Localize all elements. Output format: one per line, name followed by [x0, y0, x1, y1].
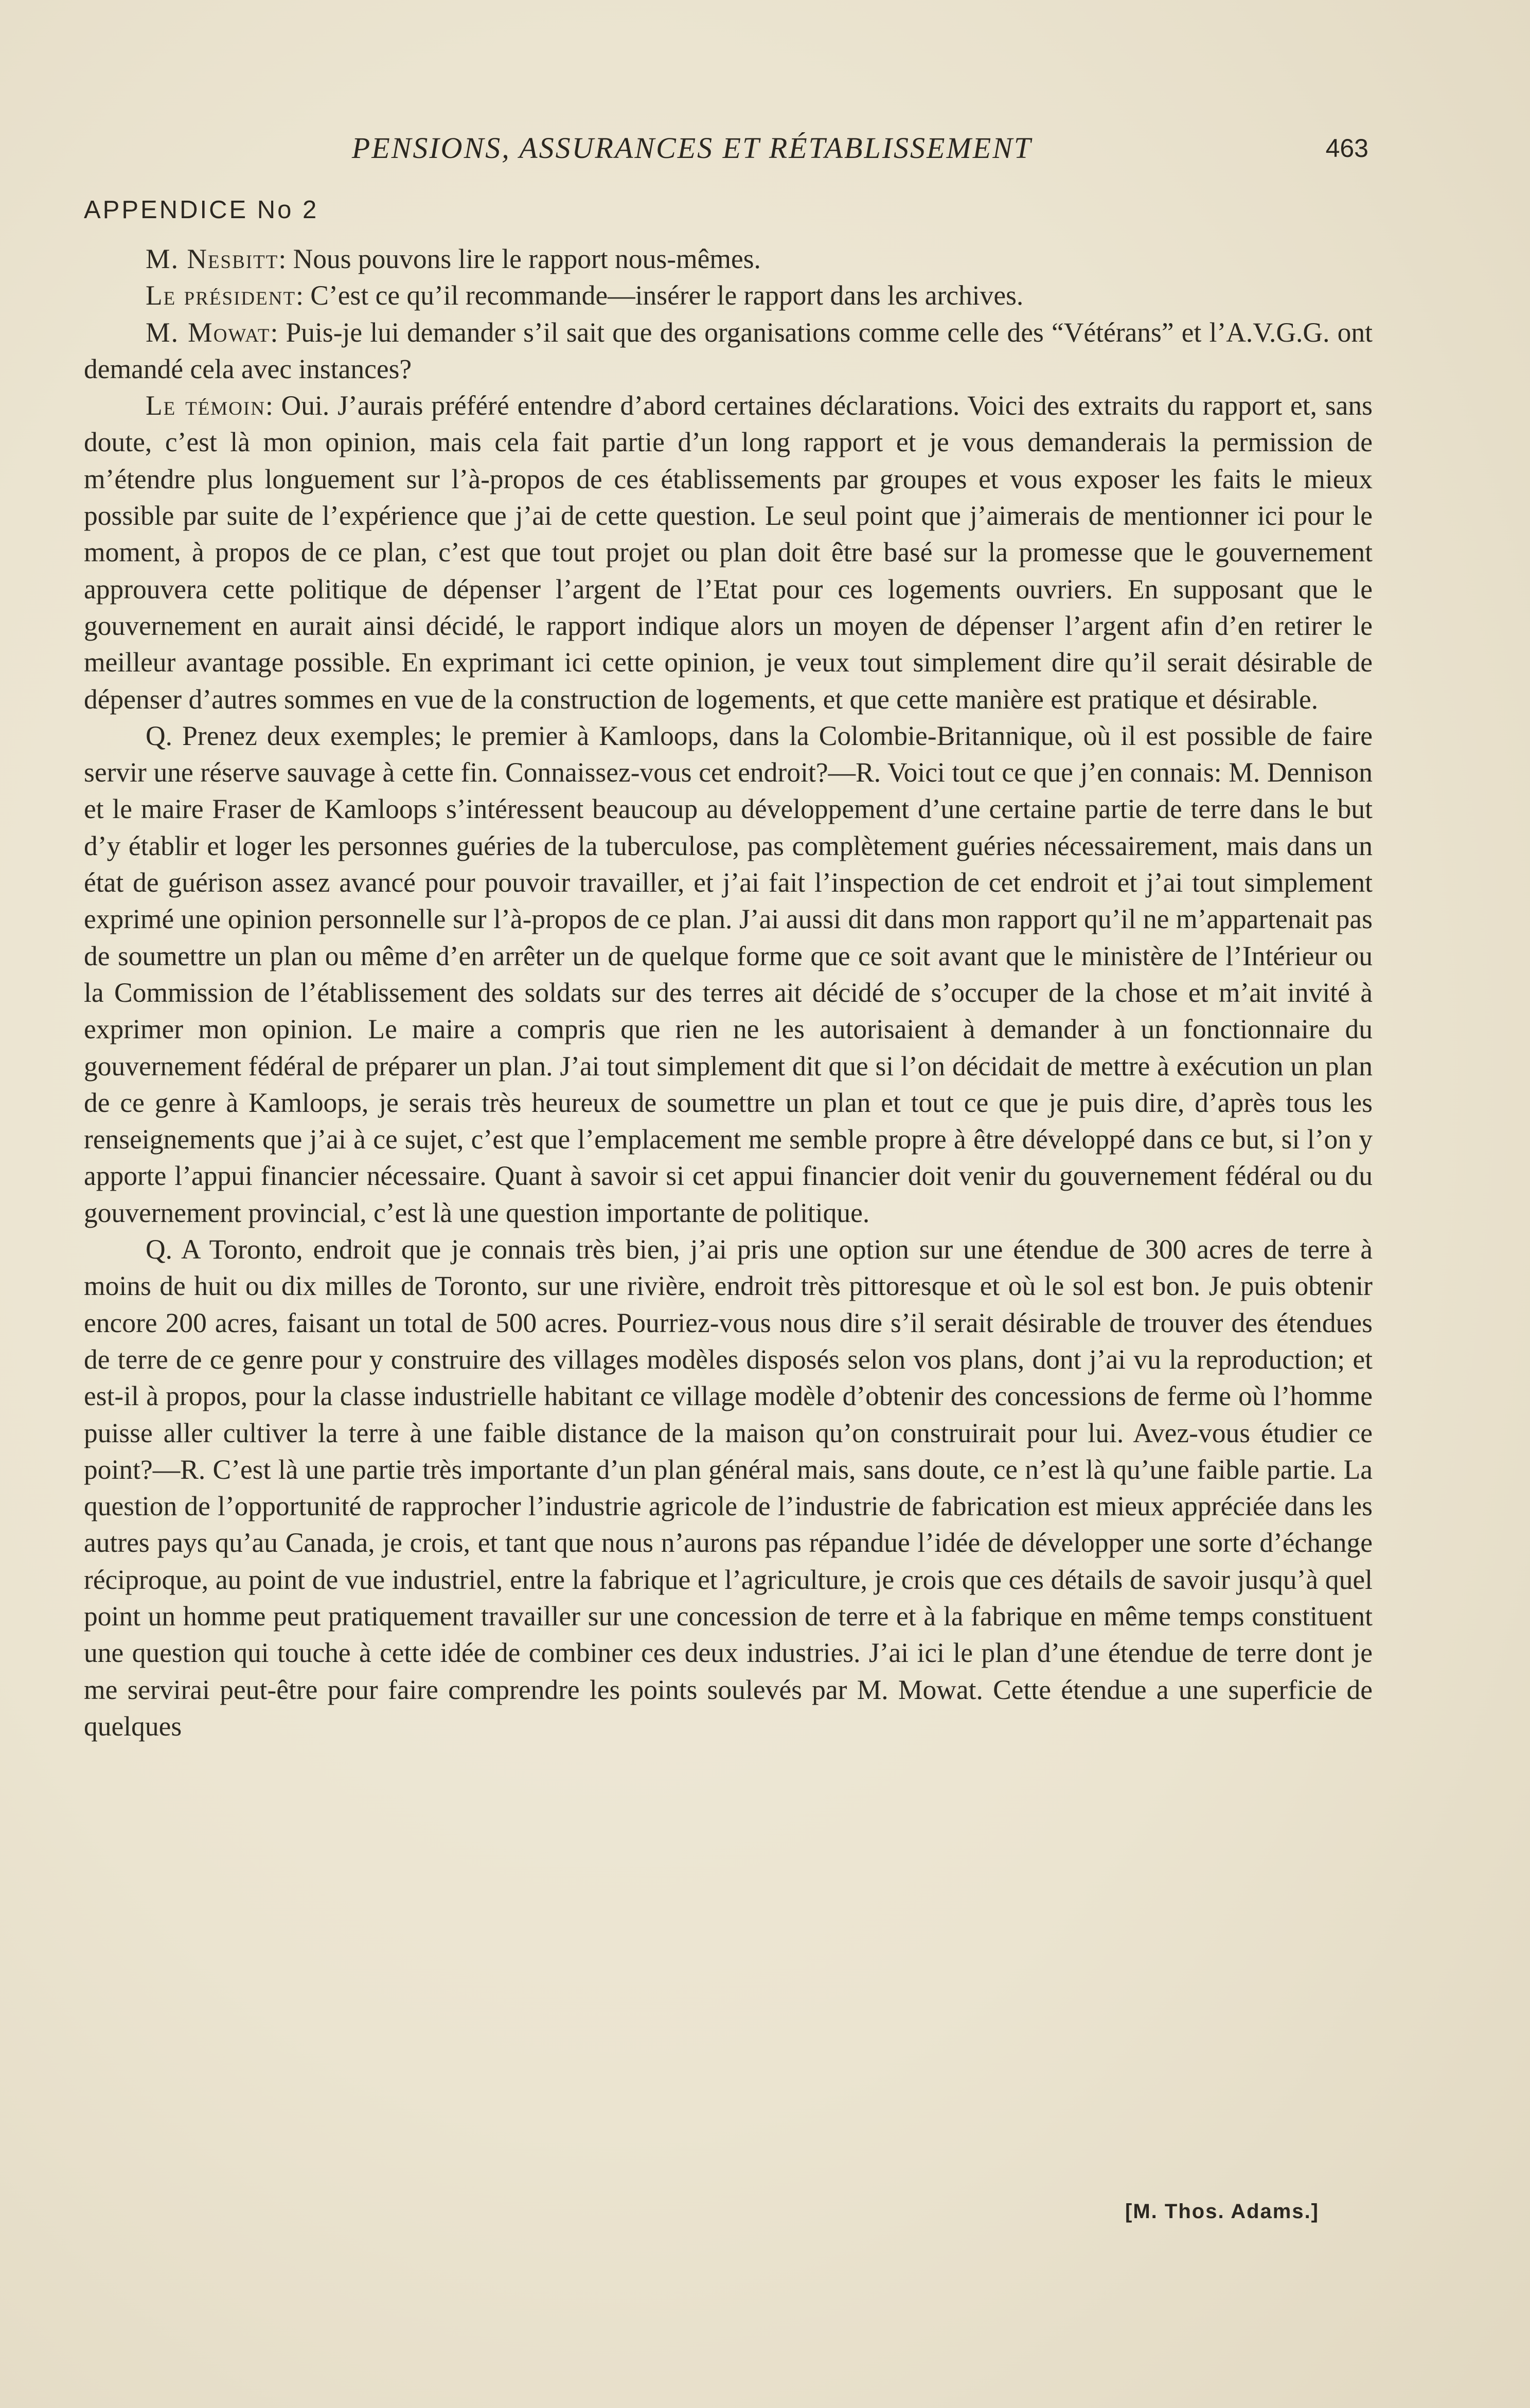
paragraph	[84, 277, 1373, 314]
speaker-signature: [M. Thos. Adams.]	[1125, 2200, 1319, 2223]
paragraph	[84, 314, 1373, 388]
paragraph-text: Q. Prenez deux exemples; le premier à Kamloops, dans la Colombie-Britannique, où il est possible de faire servir une réserve sauvage à cette fin. Connaissez-vous cet endroit?—R. Voici tout ce que j’en connais: M. Dennison et le maire Fraser de Kamloops s’intéressent beaucoup au développement d’une certaine partie de terre dans le but d’y établir et loger les personnes guéries de la tuberculose, pas complètement guéries nécessairement, mais dans un état de guérison assez avancé pour pouvoir travailler, et j’ai fait l’inspection de cet endroit et j’ai tout simplement exprimé une opinion personnelle sur l’à-propos de ce plan. J’ai aussi dit dans mon rapport qu’il ne m’appartenait pas de soumettre un plan ou même d’en arrêter un de quelque forme que ce soit avant que le ministère de l’Intérieur ou la Commission de l’établissement des soldats sur des terres ait décidé de s’occuper de la chose et m’ait invité à exprimer mon opinion. Le maire a compris que rien ne les autorisaient à demander à un fonctionnaire du gouvernement fédéral de préparer un plan. J’ai tout simplement dit que si l’on décidait de mettre à exécution un plan de ce genre à Kamloops, je serais très heureux de soumettre un plan et tout ce que je puis dire, d’après tous les renseignements que j’ai à ce sujet, c’est que l’emplacement me semble propre à être développé dans ce but, si l’on y apporte l’appui financier nécessaire. Quant à savoir si cet appui financier doit venir du gouvernement fédéral ou du gouvernement provincial, c’est là une question importante de politique.	[84, 720, 1373, 1228]
paragraph-text: : Oui. J’aurais préféré entendre d’abord certaines déclarations. Voici des extraits du rapport et, sans doute, c’est là mon opinion, mais cela fait partie d’un long rapport et je vous demanderais la permission de m’étendre plus longuement sur l’à-propos de ces établissements par groupes et vous exposer les faits le mieux possible par suite de l’expérience que j’ai de cette question. Le seul point que j’aimerais de mentionner ici pour le moment, à propos de ce plan, c’est que tout projet ou plan doit être basé sur la promesse que le gouvernement approuvera cette politique de dépenser l’argent de l’Etat pour ces logements ouvriers. En supposant que le gouvernement en aurait ainsi décidé, le rapport indique alors un moyen de dépenser l’argent afin d’en retirer le meilleur avantage possible. En exprimant ici cette opinion, je veux tout simplement dire qu’il serait désirable de dépenser d’autres sommes en vue de la construction de logements, et que cette manière est pratique et désirable.	[84, 390, 1373, 715]
running-title: PENSIONS, ASSURANCES ET RÉTABLISSEMENT	[351, 131, 1033, 165]
page-header	[82, 128, 1368, 169]
appendix-label: APPENDICE No 2	[84, 196, 319, 224]
paragraph-text: : Nous pouvons lire le rapport nous-mêmes.	[278, 243, 761, 274]
speaker-name: Le témoin	[146, 390, 265, 421]
paragraph-text: Q. A Toronto, endroit que je connais très bien, j’ai pris une option sur une étendue de 300 acres de terre à moins de huit ou dix milles de Toronto, sur une rivière, endroit très pittoresque et où le sol est bon. Je puis obtenir encore 200 acres, faisant un total de 500 acres. Pourriez-vous nous dire s’il serait désirable de trouver des étendues de terre de ce genre pour y construire des villages modèles disposés selon vos plans, dont j’ai vu la reproduction; et est-il à propos, pour la classe industrielle habitant ce village modèle d’obtenir des concessions de ferme où l’homme puisse aller cultiver la terre à une faible distance de la maison qu’on construirait pour lui. Avez-vous étudier ce point?—R. C’est là une partie très importante d’un plan général mais, sans doute, ce n’est là qu’une faible partie. La question de l’opportunité de rapprocher l’industrie agricole de l’industrie de fabrication est mieux appréciée dans les autres pays qu’au Canada, je crois, et tant que nous n’aurons pas répandue l’idée de développer une sorte d’échange réciproque, au point de vue industriel, entre la fabrique et l’agriculture, je crois que ces détails de savoir jusqu’à quel point un homme peut pratiquement travailler sur une concession de terre et à la fabrique en même temps constituent une question qui touche à cette idée de combiner ces deux industries. J’ai ici le plan d’une étendue de terre dont je me servirai peut-être pour faire comprendre les points soulevés par M. Mowat. Cette étendue a une superficie de quelques	[84, 1234, 1373, 1742]
page-number: 463	[1325, 134, 1368, 163]
paragraph	[84, 718, 1373, 1231]
body-text	[84, 241, 1373, 1745]
paragraph-text: : Puis-je lui demander s’il sait que des organisations comme celle des “Vétérans” et l’A.V.G.G. ont demandé cela avec instances?	[84, 316, 1373, 384]
speaker-name: M. Nesbitt	[146, 243, 279, 274]
paragraph	[84, 1231, 1373, 1745]
paragraph	[84, 241, 1373, 277]
speaker-name: Le président	[146, 280, 296, 311]
speaker-name: M. Mowat	[146, 316, 271, 348]
paragraph-text: : C’est ce qu’il recommande—insérer le rapport dans les archives.	[296, 280, 1024, 311]
paragraph	[84, 387, 1373, 718]
